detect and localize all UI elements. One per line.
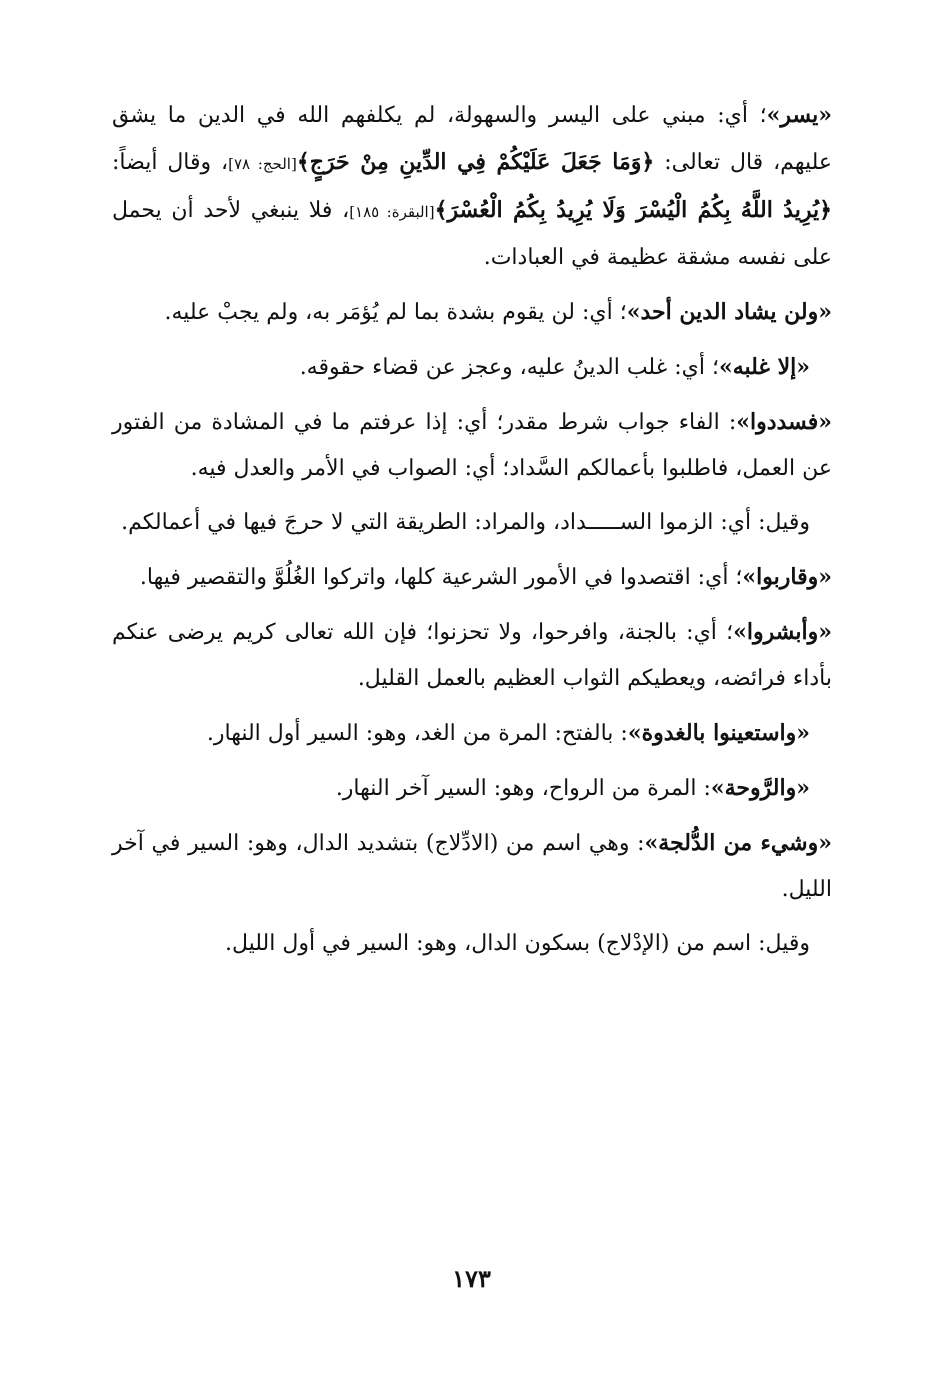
term-ghadwa: «واستعينوا بالغدوة» bbox=[627, 720, 810, 746]
term-dulja: «وشيء من الدُّلجة» bbox=[644, 830, 832, 856]
paragraph-text: ؛ أي: مبني على اليسر والسهولة، لم يكلفهم الله في الدين ما يشق عليهم، قال تعالى: bbox=[112, 103, 833, 175]
paragraph-text: : المرة من الرواح، وهو: السير آخر النهار. bbox=[335, 776, 711, 801]
paragraph-text: : بالفتح: المرة من الغد، وهو: السير أول النهار. bbox=[206, 721, 628, 746]
term-abshiru: «وأبشروا» bbox=[733, 619, 832, 645]
paragraph-wa-qila-2 bbox=[112, 921, 832, 967]
paragraph-qaribu bbox=[112, 554, 832, 601]
paragraph-rawha bbox=[112, 765, 832, 812]
paragraph-text: : الفاء جواب شرط مقدر؛ أي: إذا عرفتم ما في المشادة من الفتور عن العمل، فاطلبوا بأعمالكم السَّداد؛ أي: الصواب في الأمر والعدل فيه. bbox=[112, 410, 832, 481]
term-saddidu: «فسددوا» bbox=[736, 409, 832, 435]
term-qaribu: «وقاربوا» bbox=[742, 564, 832, 590]
paragraph-saddidu bbox=[112, 399, 832, 492]
paragraph-wa-qila-1 bbox=[112, 500, 832, 546]
paragraph-abshiru bbox=[112, 609, 832, 702]
paragraph-text: ؛ أي: لن يقوم بشدة بما لم يُؤمَر به، ولم يجبْ عليه. bbox=[164, 300, 627, 325]
page-body bbox=[112, 92, 832, 1332]
paragraph-text: وقيل: أي: الزموا الســـــداد، والمراد: الطريقة التي لا حرجَ فيها في أعمالكم. bbox=[121, 510, 810, 535]
paragraph-text: ؛ أي: اقتصدوا في الأمور الشرعية كلها، واتركوا الغُلُوَّ والتقصير فيها. bbox=[139, 565, 743, 590]
paragraph-illa-ghalabahu bbox=[112, 344, 832, 391]
verse-reference: [البقرة: ١٨٥] bbox=[349, 203, 435, 221]
term-lan-yushad: «ولن يشاد الدين أحد» bbox=[626, 299, 832, 325]
verse-reference: [الحج: ٧٨] bbox=[228, 155, 297, 173]
quran-verse: ﴿يُرِيدُ اللَّهُ بِكُمُ الْيُسْرَ وَلَا يُرِيدُ بِكُمُ الْعُسْرَ﴾ bbox=[434, 197, 832, 223]
term-yusr: «يسر» bbox=[766, 102, 832, 128]
paragraph-text: : وهي اسم من (الادِّلاج) بتشديد الدال، وهو: السير في آخر الليل. bbox=[112, 831, 832, 902]
term-illa-ghalabahu: «إلا غلبه» bbox=[718, 354, 810, 380]
paragraph-dulja bbox=[112, 820, 832, 913]
paragraph-yusr bbox=[112, 92, 832, 281]
paragraph-text: ، وقال أيضاً: bbox=[112, 150, 229, 175]
paragraph-text: ؛ أي: غلب الدينُ عليه، وعجز عن قضاء حقوقه. bbox=[299, 355, 719, 380]
paragraph-ghadwa bbox=[112, 710, 832, 757]
paragraph-text: ، فلا ينبغي لأحد أن يحمل على نفسه مشقة عظيمة في العبادات. bbox=[112, 198, 832, 270]
quran-verse: ﴿وَمَا جَعَلَ عَلَيْكُمْ فِي الدِّينِ مِنْ حَرَجٍ﴾ bbox=[296, 149, 655, 175]
term-rawha: «والرَّوحة» bbox=[710, 775, 810, 801]
page-number: ١٧٣ bbox=[452, 1264, 491, 1293]
paragraph-lan-yushad bbox=[112, 289, 832, 336]
paragraph-text: ؛ أي: بالجنة، وافرحوا، ولا تحزنوا؛ فإن الله تعالى كريم يرضى عنكم بأداء فرائضه، ويعطيكم الثواب العظيم بالعمل القليل. bbox=[112, 620, 832, 691]
paragraph-text: وقيل: اسم من (الإدْلاج) بسكون الدال، وهو: السير في أول الليل. bbox=[224, 931, 810, 956]
